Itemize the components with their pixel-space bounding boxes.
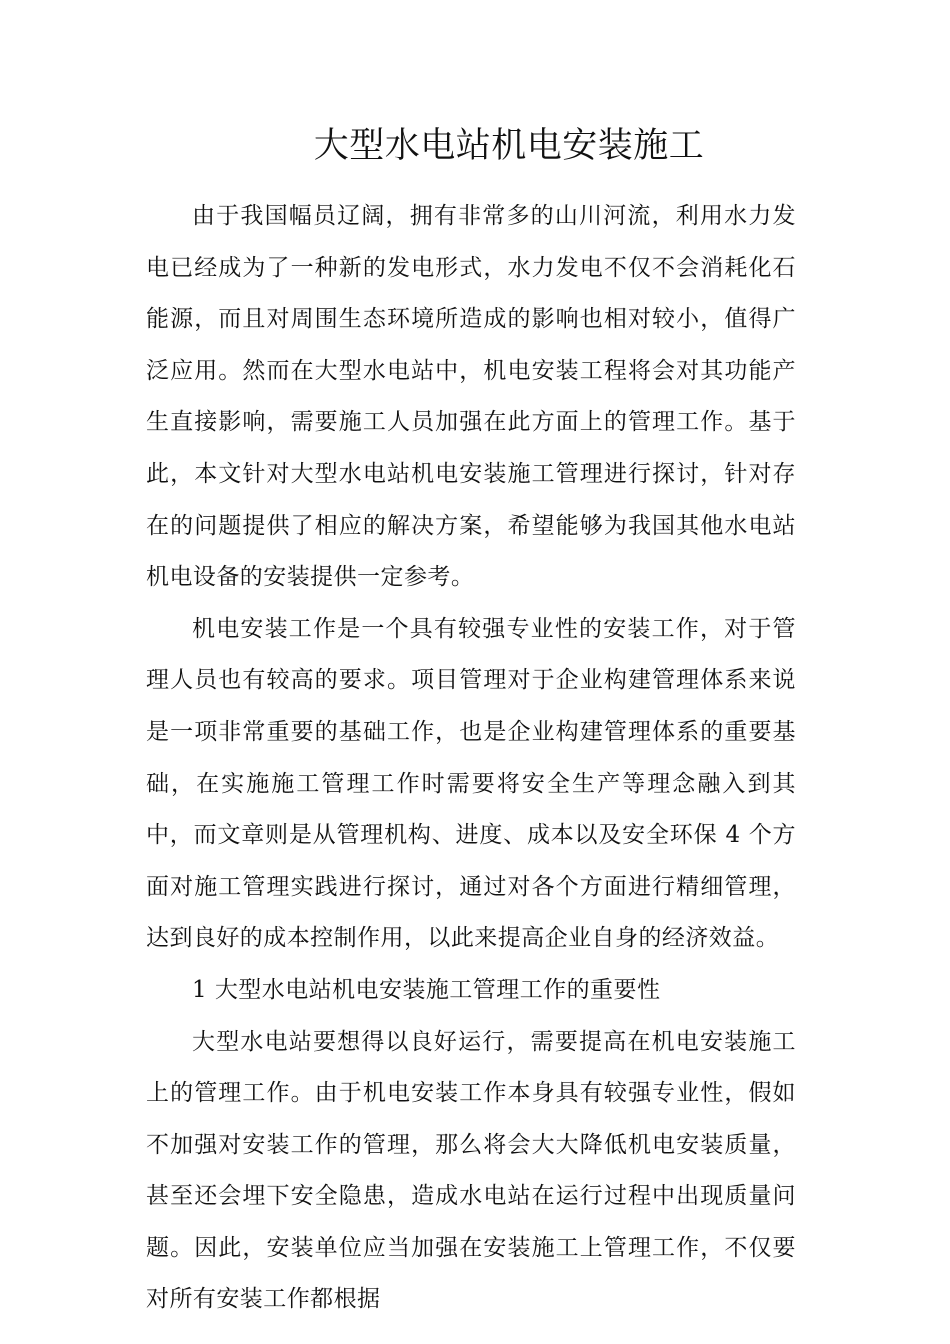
section-heading: 1 大型水电站机电安装施工管理工作的重要性 xyxy=(192,976,661,1003)
paragraph-overview: 机电安装工作是一个具有较强专业性的安装工作，对于管理人员也有较高的要求。项目管理对于企业构建管理体系来说是一项非常重要的基础工作，也是企业构建管理体系的重要基础，在实施施工管理工作时需要将安全生产等理念融入到其中，而文章则是从管理机构、进度、成本以及安全环保 4 个方面对施工管理实践进行探讨，通过对各个方面进行精细管理，达到良好的成本控制作用，以此来提高企业自身的经济效益。 xyxy=(146,615,796,952)
paragraph-intro: 由于我国幅员辽阔，拥有非常多的山川河流，利用水力发电已经成为了一种新的发电形式，水力发电不仅不会消耗化石能源，而且对周围生态环境所造成的影响也相对较小，值得广泛应用。然而在大型水电站中，机电安装工程将会对其功能产生直接影响，需要施工人员加强在此方面上的管理工作。基于此，本文针对大型水电站机电安装施工管理进行探讨，针对存在的问题提供了相应的解决方案，希望能够为我国其他水电站机电设备的安装提供一定参考。 xyxy=(146,203,796,591)
document-title: 大型水电站机电安装施工 xyxy=(313,126,705,166)
document-body xyxy=(146,191,796,1326)
paragraph-section-1: 大型水电站要想得以良好运行，需要提高在机电安装施工上的管理工作。由于机电安装工作本身具有较强专业性，假如不加强对安装工作的管理，那么将会大大降低机电安装质量，甚至还会埋下安全隐患，造成水电站在运行过程中出现质量问题。因此，安装单位应当加强在安装施工上管理工作，不仅要对所有安装工作都根据 xyxy=(146,1028,796,1313)
